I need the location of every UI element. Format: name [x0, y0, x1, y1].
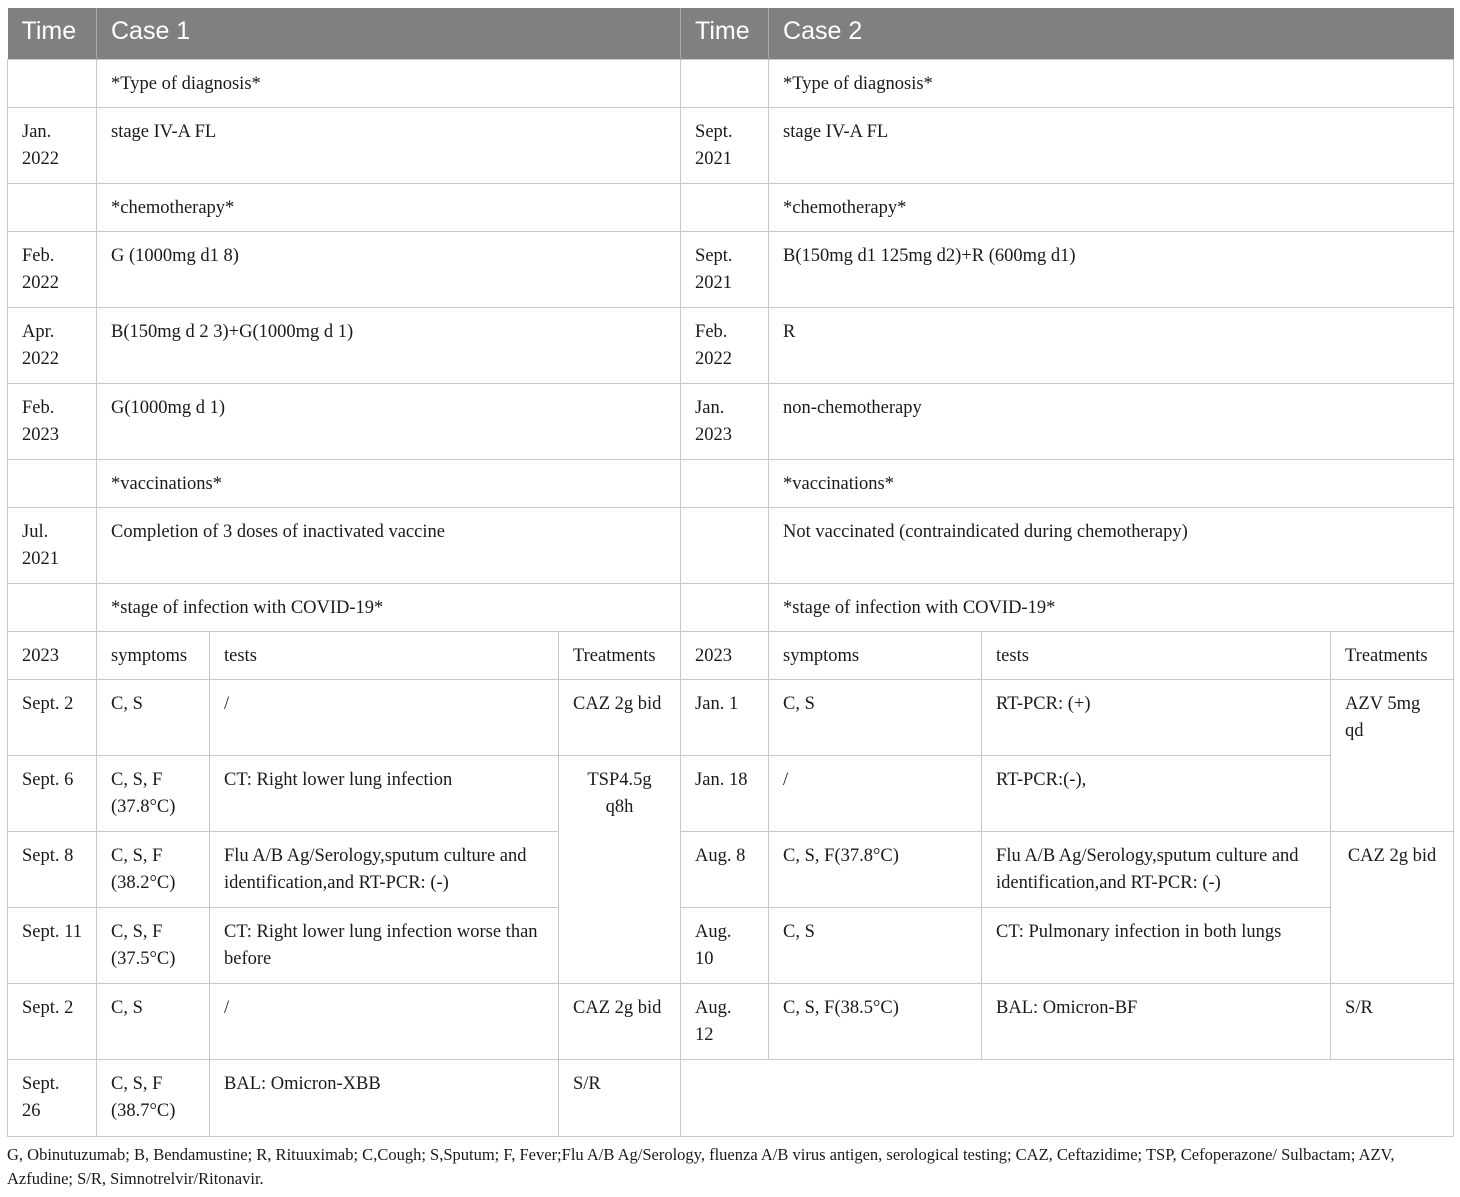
- section-label-case1: *chemotherapy*: [97, 183, 681, 231]
- treatment-cell: CAZ 2g bid: [559, 983, 681, 1059]
- time-cell: Feb. 2022: [8, 231, 97, 307]
- time-cell: Sept. 2021: [681, 107, 769, 183]
- date-cell: Sept. 2: [8, 679, 97, 755]
- infection-row: [8, 983, 1454, 1059]
- symptoms-cell: C, S: [769, 907, 982, 983]
- year-cell: 2023: [681, 631, 769, 679]
- value-cell: non-chemotherapy: [769, 383, 1454, 459]
- section-label-case2: *Type of diagnosis*: [769, 59, 1454, 107]
- time-cell: Apr. 2022: [8, 307, 97, 383]
- header-time-case2: Time: [681, 8, 769, 59]
- infection-subheader-row: [8, 631, 1454, 679]
- chemo-row: [8, 231, 1454, 307]
- header-row: [8, 8, 1454, 59]
- section-label-case2: *chemotherapy*: [769, 183, 1454, 231]
- header-case1: Case 1: [97, 8, 681, 59]
- treatment-cell: S/R: [559, 1059, 681, 1136]
- treatment-cell: TSP4.5g q8h: [559, 755, 681, 983]
- empty-cell: [8, 59, 97, 107]
- infection-row: [8, 831, 1454, 907]
- value-cell: B(150mg d 2 3)+G(1000mg d 1): [97, 307, 681, 383]
- section-label-case2: *vaccinations*: [769, 459, 1454, 507]
- symptoms-cell: C, S, F(37.8°C): [769, 831, 982, 907]
- time-cell: Jul. 2021: [8, 507, 97, 583]
- value-cell: G (1000mg d1 8): [97, 231, 681, 307]
- time-cell: Feb. 2023: [8, 383, 97, 459]
- subheader-symptoms: symptoms: [97, 631, 210, 679]
- value-cell: G(1000mg d 1): [97, 383, 681, 459]
- empty-cell: [8, 583, 97, 631]
- empty-cell: [681, 59, 769, 107]
- empty-cell: [681, 583, 769, 631]
- subheader-treatments: Treatments: [559, 631, 681, 679]
- subheader-tests: tests: [982, 631, 1331, 679]
- year-cell: 2023: [8, 631, 97, 679]
- date-cell: Aug. 12: [681, 983, 769, 1059]
- value-cell: stage IV-A FL: [97, 107, 681, 183]
- header-time-case1: Time: [8, 8, 97, 59]
- case-comparison-table: [7, 8, 1454, 1137]
- section-label-case1: *vaccinations*: [97, 459, 681, 507]
- date-cell: Sept. 8: [8, 831, 97, 907]
- infection-row: [8, 1059, 1454, 1136]
- tests-cell: Flu A/B Ag/Serology,sputum culture and identification,and RT-PCR: (-): [210, 831, 559, 907]
- empty-cell: [681, 1059, 1454, 1136]
- empty-cell: [8, 183, 97, 231]
- header-case2: Case 2: [769, 8, 1454, 59]
- chemo-row: [8, 383, 1454, 459]
- date-cell: Sept. 26: [8, 1059, 97, 1136]
- tests-cell: BAL: Omicron-BF: [982, 983, 1331, 1059]
- date-cell: Aug. 10: [681, 907, 769, 983]
- value-cell: R: [769, 307, 1454, 383]
- symptoms-cell: C, S, F (37.8°C): [97, 755, 210, 831]
- symptoms-cell: C, S: [97, 983, 210, 1059]
- date-cell: Jan. 1: [681, 679, 769, 755]
- tests-cell: CT: Pulmonary infection in both lungs: [982, 907, 1331, 983]
- date-cell: Jan. 18: [681, 755, 769, 831]
- value-cell: stage IV-A FL: [769, 107, 1454, 183]
- date-cell: Sept. 11: [8, 907, 97, 983]
- empty-cell: [681, 183, 769, 231]
- section-row-diagnosis: [8, 59, 1454, 107]
- symptoms-cell: C, S, F (38.2°C): [97, 831, 210, 907]
- tests-cell: RT-PCR:(-),: [982, 755, 1331, 831]
- diagnosis-row: [8, 107, 1454, 183]
- subheader-tests: tests: [210, 631, 559, 679]
- symptoms-cell: C, S: [97, 679, 210, 755]
- time-cell: Jan. 2022: [8, 107, 97, 183]
- vaccination-row: [8, 507, 1454, 583]
- symptoms-cell: C, S, F (38.7°C): [97, 1059, 210, 1136]
- section-row-vaccinations: [8, 459, 1454, 507]
- empty-cell: [8, 459, 97, 507]
- date-cell: Aug. 8: [681, 831, 769, 907]
- section-label-case1: *stage of infection with COVID-19*: [97, 583, 681, 631]
- tests-cell: /: [210, 983, 559, 1059]
- date-cell: Sept. 2: [8, 983, 97, 1059]
- value-cell: Completion of 3 doses of inactivated vaccine: [97, 507, 681, 583]
- treatment-cell: CAZ 2g bid: [1331, 831, 1454, 983]
- infection-row: [8, 679, 1454, 755]
- section-label-case2: *stage of infection with COVID-19*: [769, 583, 1454, 631]
- symptoms-cell: C, S, F(38.5°C): [769, 983, 982, 1059]
- tests-cell: RT-PCR: (+): [982, 679, 1331, 755]
- table-footnote: G, Obinutuzumab; B, Bendamustine; R, Rituuximab; C,Cough; S,Sputum; F, Fever;Flu A/B Ag/Serology, fluenza A/B virus antigen, serological testing; CAZ, Ceftazidime; TSP, Cefoperazone/ Sulbactam; AZV, Azfudine; S/R, Simnotrelvir/Ritonavir.: [7, 1145, 1395, 1188]
- tests-cell: BAL: Omicron-XBB: [210, 1059, 559, 1136]
- subheader-symptoms: symptoms: [769, 631, 982, 679]
- subheader-treatments: Treatments: [1331, 631, 1454, 679]
- value-cell: Not vaccinated (contraindicated during chemotherapy): [769, 507, 1454, 583]
- chemo-row: [8, 307, 1454, 383]
- treatment-cell: CAZ 2g bid: [559, 679, 681, 755]
- time-cell: Feb. 2022: [681, 307, 769, 383]
- section-row-chemotherapy: [8, 183, 1454, 231]
- date-cell: Sept. 6: [8, 755, 97, 831]
- tests-cell: /: [210, 679, 559, 755]
- treatment-cell: AZV 5mg qd: [1331, 679, 1454, 831]
- empty-cell: [681, 507, 769, 583]
- tests-cell: CT: Right lower lung infection worse than before: [210, 907, 559, 983]
- infection-row: [8, 907, 1454, 983]
- tests-cell: Flu A/B Ag/Serology,sputum culture and identification,and RT-PCR: (-): [982, 831, 1331, 907]
- infection-row: [8, 755, 1454, 831]
- tests-cell: CT: Right lower lung infection: [210, 755, 559, 831]
- treatment-cell: S/R: [1331, 983, 1454, 1059]
- table-container: [7, 8, 1453, 1137]
- section-label-case1: *Type of diagnosis*: [97, 59, 681, 107]
- time-cell: Jan. 2023: [681, 383, 769, 459]
- symptoms-cell: C, S, F (37.5°C): [97, 907, 210, 983]
- value-cell: B(150mg d1 125mg d2)+R (600mg d1): [769, 231, 1454, 307]
- section-row-infection: [8, 583, 1454, 631]
- empty-cell: [681, 459, 769, 507]
- symptoms-cell: C, S: [769, 679, 982, 755]
- symptoms-cell: /: [769, 755, 982, 831]
- time-cell: Sept. 2021: [681, 231, 769, 307]
